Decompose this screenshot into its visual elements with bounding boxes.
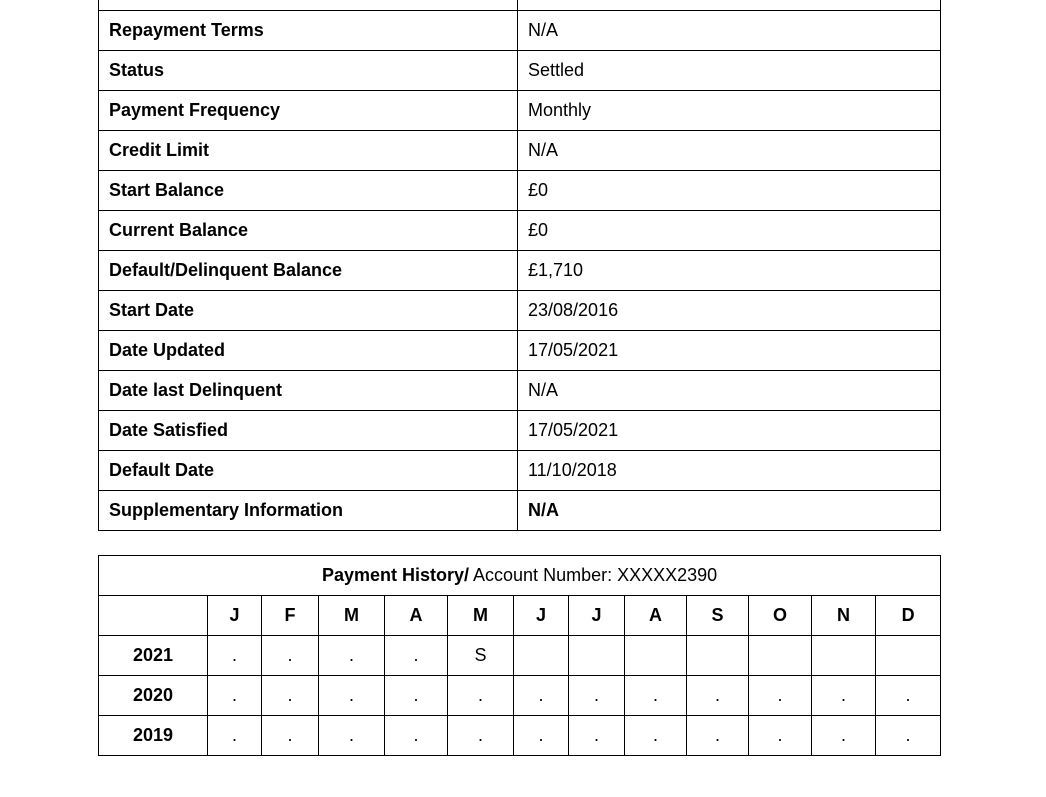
payment-history-table xyxy=(98,555,941,756)
payment-history-title-bold: Payment History/ xyxy=(321,565,470,585)
table-row xyxy=(99,51,941,91)
table-row xyxy=(99,291,941,331)
status-cell: . xyxy=(385,716,448,756)
status-cell: . xyxy=(208,676,262,716)
detail-value-status: Settled xyxy=(518,51,941,91)
history-row-2020 xyxy=(99,676,941,716)
detail-label-date-updated: Date Updated xyxy=(99,331,518,371)
status-cell xyxy=(749,636,812,676)
status-cell: . xyxy=(625,716,687,756)
table-row xyxy=(99,0,941,11)
status-cell: S xyxy=(448,636,514,676)
detail-label-repayment-terms: Repayment Terms xyxy=(99,11,518,51)
year-cell: 2020 xyxy=(99,676,208,716)
month-header: A xyxy=(625,596,687,636)
detail-value-date-satisfied: 17/05/2021 xyxy=(518,411,941,451)
detail-label-credit-limit: Credit Limit xyxy=(99,131,518,171)
month-header: M xyxy=(319,596,385,636)
status-cell: . xyxy=(208,716,262,756)
status-cell: . xyxy=(876,716,941,756)
status-cell: . xyxy=(625,676,687,716)
table-row xyxy=(99,11,941,51)
month-header: S xyxy=(687,596,749,636)
detail-value xyxy=(518,0,941,11)
status-cell: . xyxy=(812,676,876,716)
status-cell: . xyxy=(208,636,262,676)
status-cell: . xyxy=(262,716,319,756)
month-header: A xyxy=(385,596,448,636)
month-header: N xyxy=(812,596,876,636)
status-cell: . xyxy=(514,676,569,716)
status-cell: . xyxy=(687,676,749,716)
table-row xyxy=(99,171,941,211)
detail-label-supplementary-information: Supplementary Information xyxy=(99,491,518,531)
status-cell: . xyxy=(448,676,514,716)
account-details-table xyxy=(98,0,941,531)
year-cell: 2019 xyxy=(99,716,208,756)
detail-label-status: Status xyxy=(99,51,518,91)
table-row xyxy=(99,91,941,131)
month-header: J xyxy=(569,596,625,636)
account-number-label: Account Number: XXXXX2390 xyxy=(469,565,718,585)
status-cell xyxy=(876,636,941,676)
table-row xyxy=(99,491,941,531)
status-cell xyxy=(812,636,876,676)
detail-label-payment-frequency: Payment Frequency xyxy=(99,91,518,131)
detail-value-start-date: 23/08/2016 xyxy=(518,291,941,331)
detail-label-date-satisfied: Date Satisfied xyxy=(99,411,518,451)
table-row xyxy=(99,556,941,596)
status-cell: . xyxy=(687,716,749,756)
detail-value-credit-limit: N/A xyxy=(518,131,941,171)
table-row xyxy=(99,371,941,411)
status-cell: . xyxy=(262,676,319,716)
status-cell: . xyxy=(319,716,385,756)
status-cell: . xyxy=(262,636,319,676)
detail-value-date-updated: 17/05/2021 xyxy=(518,331,941,371)
status-cell xyxy=(625,636,687,676)
month-header: D xyxy=(876,596,941,636)
detail-label-start-balance: Start Balance xyxy=(99,171,518,211)
detail-value-payment-frequency: Monthly xyxy=(518,91,941,131)
status-cell xyxy=(687,636,749,676)
status-cell: . xyxy=(448,716,514,756)
history-row-2019 xyxy=(99,716,941,756)
status-cell: . xyxy=(569,676,625,716)
month-header: O xyxy=(749,596,812,636)
detail-label-default-balance: Default/Delinquent Balance xyxy=(99,251,518,291)
year-header-empty xyxy=(99,596,208,636)
status-cell: . xyxy=(319,676,385,716)
status-cell: . xyxy=(385,636,448,676)
detail-value-start-balance: £0 xyxy=(518,171,941,211)
history-row-2021 xyxy=(99,636,941,676)
table-row xyxy=(99,331,941,371)
detail-value-current-balance: £0 xyxy=(518,211,941,251)
table-row xyxy=(99,211,941,251)
status-cell: . xyxy=(749,676,812,716)
status-cell: . xyxy=(385,676,448,716)
status-cell: . xyxy=(319,636,385,676)
table-row xyxy=(99,411,941,451)
table-row xyxy=(99,131,941,171)
status-cell: . xyxy=(569,716,625,756)
status-cell: . xyxy=(514,716,569,756)
table-row xyxy=(99,251,941,291)
status-cell: . xyxy=(812,716,876,756)
month-header: J xyxy=(208,596,262,636)
detail-value-default-date: 11/10/2018 xyxy=(518,451,941,491)
table-row xyxy=(99,451,941,491)
year-cell: 2021 xyxy=(99,636,208,676)
status-cell xyxy=(514,636,569,676)
month-header: F xyxy=(262,596,319,636)
detail-label-current-balance: Current Balance xyxy=(99,211,518,251)
status-cell xyxy=(569,636,625,676)
detail-label-date-last-delinquent: Date last Delinquent xyxy=(99,371,518,411)
detail-value-repayment-terms: N/A xyxy=(518,11,941,51)
detail-value-date-last-delinquent: N/A xyxy=(518,371,941,411)
detail-value-default-balance: £1,710 xyxy=(518,251,941,291)
detail-label-default-date: Default Date xyxy=(99,451,518,491)
month-header: J xyxy=(514,596,569,636)
month-header-row xyxy=(99,596,941,636)
payment-history-title xyxy=(99,556,941,596)
detail-value-supplementary-information: N/A xyxy=(518,491,941,531)
detail-label-start-date: Start Date xyxy=(99,291,518,331)
status-cell: . xyxy=(749,716,812,756)
detail-label xyxy=(99,0,518,11)
month-header: M xyxy=(448,596,514,636)
status-cell: . xyxy=(876,676,941,716)
